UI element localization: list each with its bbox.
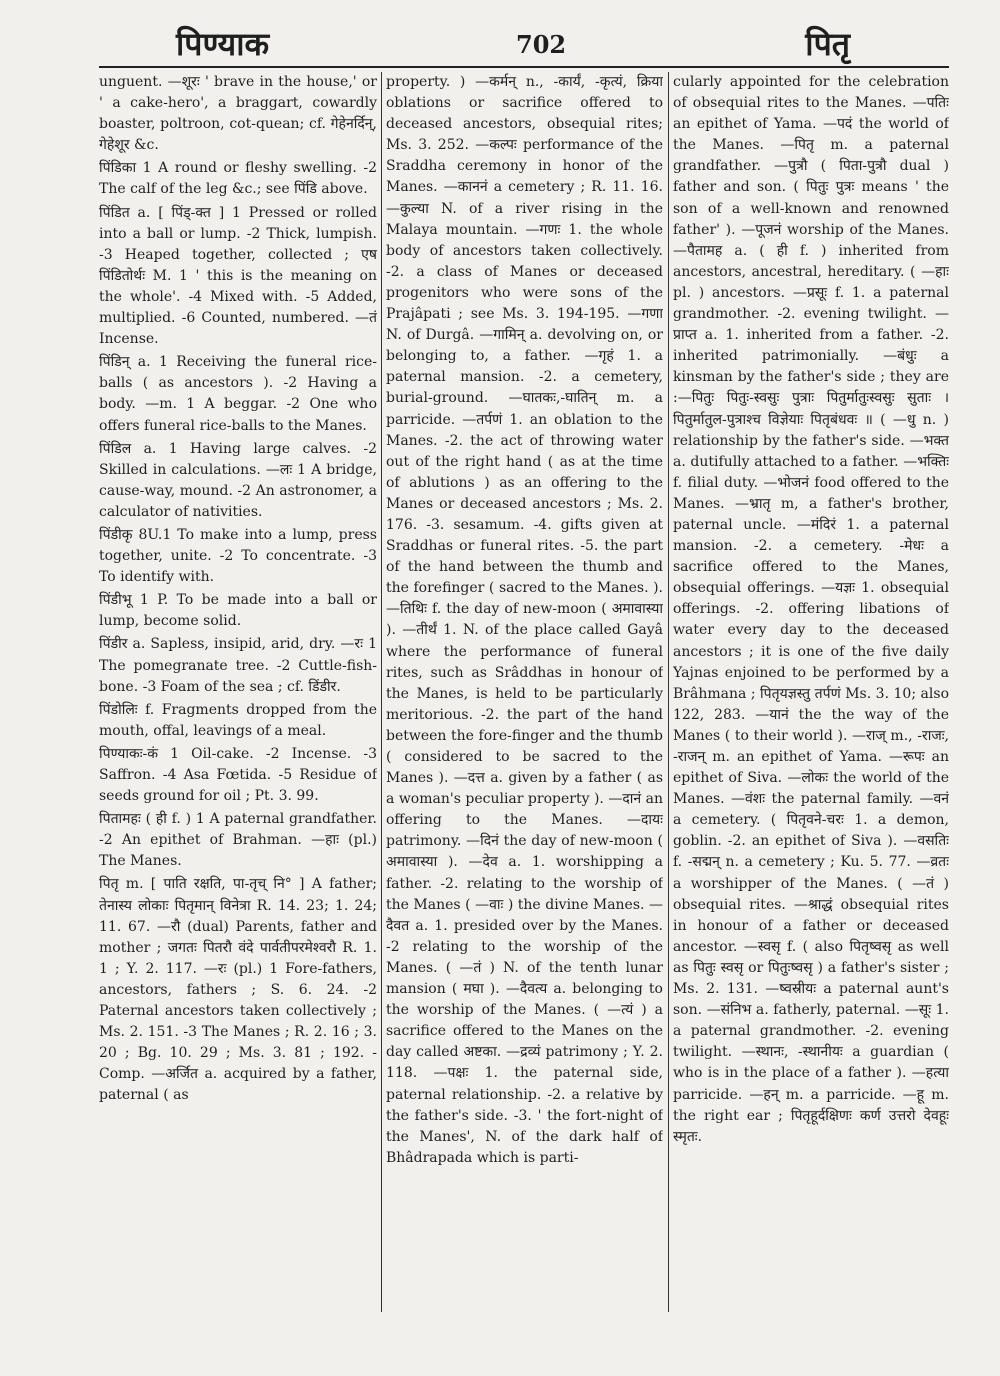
left-guide-word: पिण्याक	[176, 25, 270, 63]
dictionary-entry: cularly appointed for the celebration of obsequial rites to the Manes. —पतिः an epithet of Yama. —पदं the world of the Manes. —पितृ m. a paternal grandfather. —पुत्रौ ( पिता-पुत्रौ dual ) father and son. ( पितुः पुत्रः means ' the son of a well-known and renowned father' ). —पूजनं worship of the Manes. —पैतामह a. ( ही f. ) inherited from ancestors, ancestral, hereditary. ( —हाः pl. ) ancestors. —प्रसूः f. 1. a paternal grandmother. -2. evening twilight. —प्राप्त a. 1. inherited from a father. -2. inherited patrimonially. —बंधुः a kinsman by the father's side ; they are :—पितुः पितुः-स्वसुः पुत्राः पितुर्मातुःस्वसुः सुताः । पितुर्मातुल-पुत्राश्च विज्ञेयाः पितृबंधवः ॥ ( —धु n. ) relationship by the father's side. —भक्त a. dutifully attached to a father. —भक्तिः f. filial duty. —भोजनं food offered to the Manes. —भ्रातृ m, a father's brother, paternal uncle. —मंदिरं 1. a paternal mansion. -2. a cemetery. -मेधः a sacrifice offered to the Manes, obsequial offerings. —यज्ञः 1. obsequial offerings. -2. offering libations of water every day to the deceased ancestors ; it is one of the five daily Yajnas enjoined to be performed by a Brâhmana ; पितृयज्ञस्तु तर्पणं Ms. 3. 10; also 122, 283. —यानं the the way of the Manes ( to their world ). —राज् m., -राजः, -राजन् m. an epithet of Yama. —रूपः an epithet of Siva. —लोकः the world of the Manes. —वंशः the paternal family. —वनं a cemetery. ( पितृवने-चरः 1. a demon, goblin. -2. an epithet of Siva ). —वसतिः f. -सद्मन् n. a cemetery ; Ku. 5. 77. —व्रतः a worshipper of the Manes. ( —तं ) obsequial rites. —श्राद्धं obsequial rites in honour of a father or deceased ancestor. —स्वसृ f. ( also पितृष्वसृ as well as पितुः स्वसृ or पितुःष्वसृ ) a father's sister ; Ms. 2. 131. —ष्वस्रीयः a paternal aunt's son. —संनिभ a. fatherly, paternal. —सूः 1. a paternal grandmother. -2. evening twilight. —स्थानः, -स्थानीयः a guardian ( who is in the place of a father ). —हत्या parricide. —हन् m. a parricide. —हू m. the right ear ; पितृहूर्दक्षिणः कर्ण उत्तरो देवहूः स्मृतः.	[673, 74, 949, 1145]
page-header	[86, 22, 960, 70]
right-guide-word: पितृ	[805, 25, 850, 63]
page-number: 702	[516, 30, 567, 59]
dictionary-entry: पिंडीभू 1 P. To be made into a ball or lump, become solid.	[99, 592, 377, 630]
column-3	[673, 72, 949, 1312]
column-divider	[668, 72, 669, 1312]
column-1	[99, 72, 377, 1312]
dictionary-entry: पितृ m. [ पाति रक्षति, पा-तृच् नि° ] A father; तेनास्य लोकाः पितृमान् विनेत्रा R. 14. 23; 1. 24; 11. 67. —रौ (dual) Parents, father and mother ; जगतः पितरौ वंदे पार्वतीपरमेश्वरौ R. 1. 1 ; Y. 2. 117. —रः (pl.) 1 Fore-fathers, ancestors, fathers ; S. 6. 24. -2 Paternal ancestors taken collectively ; Ms. 2. 151. -3 The Manes ; R. 2. 16 ; 3. 20 ; Bg. 10. 29 ; Ms. 3. 81 ; 192. -Comp. —अर्जित a. acquired by a father, paternal ( as	[99, 876, 377, 1104]
column-2	[386, 72, 663, 1312]
dictionary-entry: पितामहः ( ही f. ) 1 A paternal grandfather. -2 An epithet of Brahman. —हाः (pl.) The Manes.	[99, 811, 377, 870]
dictionary-entry: unguent. —शूरः ' brave in the house,' or ' a cake-hero', a braggart, cowardly boaster, poltroon, cot-quean; cf. गेहेनर्दिन्, गेहेशूर &c.	[99, 74, 377, 154]
dictionary-entry: पिंडीर a. Sapless, insipid, arid, dry. —रः 1 The pomegranate tree. -2 Cuttle-fish-bone. -3 Foam of the sea ; cf. डिंडीर.	[99, 636, 377, 695]
dictionary-entry: पिंडोलिः f. Fragments dropped from the mouth, offal, leavings of a meal.	[99, 701, 377, 739]
dictionary-entry: पिंडित a. [ पिंड्-क्त ] 1 Pressed or rolled into a ball or lump. -2 Thick, lumpish. -3 Heaped together, collected ; एष पिंडितोर्थः M. 1 ' this is the meaning on the whole'. -4 Mixed with. -5 Added, multiplied. -6 Counted, numbered. —तं Incense.	[99, 204, 377, 348]
dictionary-entry: property. ) —कर्मन् n., -कार्यं, -कृत्यं, क्रिया oblations or sacrifice offered to deceased ancestors, obsequial rites; Ms. 3. 252. —कल्पः performance of the Sraddha ceremony in honor of the Manes. —काननं a cemetery ; R. 11. 16. —कुल्या N. of a river rising in the Malaya mountain. —गणः 1. the whole body of ancestors taken collectively. -2. a class of Manes or deceased progenitors who were sons of the Prajâpati ; see Ms. 3. 194-195. —गणा N. of Durgâ. —गामिन् a. devolving on, or belonging to, a father. —गृहं 1. a paternal mansion. -2. a cemetery, burial-ground. —घातकः,-घातिन् m. a parricide. —तर्पणं 1. an oblation to the Manes. -2. the act of throwing water out of the right hand ( as at the time of ablutions ) as an offering to the Manes or deceased ancestors ; Ms. 2. 176. -3. sesamum. -4. gifts given at Sraddhas or funeral rites. -5. the part of the hand between the thumb and the forefinger ( sacred to the Manes. ). —तिथिः f. the day of new-moon ( अमावास्या ). —तीर्थं 1. N. of the place called Gayâ where the performance of funeral rites, such as Srâddhas in honour of the Manes, is held to be particularly meritorious. -2. the part of the hand between the fore-finger and the thumb ( considered to be sacred to the Manes ). —दत्त a. given by a father ( as a woman's peculiar property ). —दानं an offering to the Manes. —दायः patrimony. —दिनं the day of new-moon ( अमावास्या ). —देव a. 1. worshipping a father. -2. relating to the worship of the Manes ( —वाः ) the divine Manes. —दैवत a. 1. presided over by the Manes. -2 relating to the worship of the Manes. ( —तं ) N. of the tenth lunar mansion ( मघा ). —दैवत्य a. belonging to the worship of the Manes. ( —त्यं ) a sacrifice offered to the Manes on the day called अष्टका. —द्रव्यं patrimony ; Y. 2. 118. —पक्षः 1. the paternal side, paternal relationship. -2. a relative by the father's side. -3. ' the fort-night of the Manes', N. of the dark half of Bhâdrapada which is parti-	[386, 74, 663, 1166]
dictionary-entry: पिंडीकृ 8U.1 To make into a lump, press together, unite. -2 To concentrate. -3 To identify with.	[99, 526, 377, 586]
dictionary-entry: पिंडिन् a. 1 Receiving the funeral rice-balls ( as ancestors ). -2 Having a body. —m. 1 A beggar. -2 One who offers funeral rice-balls to the Manes.	[99, 354, 377, 434]
column-divider	[381, 72, 382, 1312]
dictionary-entry: पिण्याकः-कं 1 Oil-cake. -2 Incense. -3 Saffron. -4 Asa Fœtida. -5 Residue of seeds ground for oil ; Pt. 3. 99.	[99, 745, 377, 805]
dictionary-entry: पिंडिका 1 A round or fleshy swelling. -2 The calf of the leg &c.; see पिंडि above.	[99, 160, 377, 198]
header-rule	[99, 66, 949, 68]
dictionary-entry: पिंडिल a. 1 Having large calves. -2 Skilled in calculations. —लः 1 A bridge, cause-way, mound. -2 An astronomer, a calculator of nativities.	[99, 440, 377, 520]
